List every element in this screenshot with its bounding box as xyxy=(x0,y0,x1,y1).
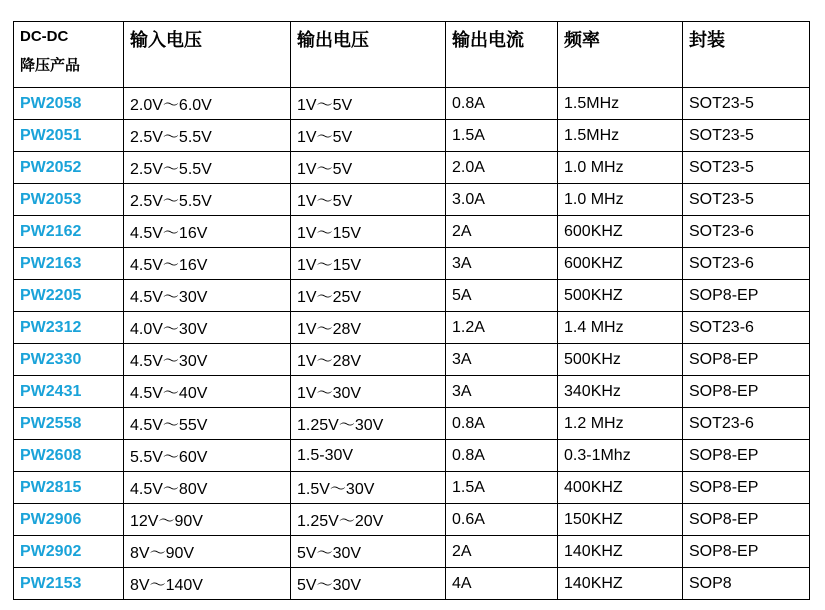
output-voltage-cell: 1V～5V xyxy=(291,88,446,120)
output-voltage-cell: 1.25V～30V xyxy=(291,408,446,440)
frequency-cell: 600KHZ xyxy=(558,216,683,248)
frequency-cell: 600KHZ xyxy=(558,248,683,280)
output-current-cell: 1.5A xyxy=(446,120,558,152)
package-cell: SOT23-6 xyxy=(683,248,810,280)
package-cell: SOP8-EP xyxy=(683,280,810,312)
model-cell: PW2162 xyxy=(14,216,124,248)
dcdc-buck-product-table xyxy=(13,21,810,600)
output-current-cell: 5A xyxy=(446,280,558,312)
table-row xyxy=(14,344,810,376)
header-frequency: 频率 xyxy=(558,22,683,88)
output-current-cell: 3A xyxy=(446,344,558,376)
output-voltage-cell: 1V～15V xyxy=(291,248,446,280)
model-cell: PW2052 xyxy=(14,152,124,184)
frequency-cell: 0.3-1Mhz xyxy=(558,440,683,472)
package-cell: SOP8-EP xyxy=(683,344,810,376)
table-row xyxy=(14,312,810,344)
table-row xyxy=(14,88,810,120)
output-voltage-cell: 1.5-30V xyxy=(291,440,446,472)
input-voltage-cell: 8V～90V xyxy=(124,536,291,568)
model-cell: PW2051 xyxy=(14,120,124,152)
input-voltage-cell: 2.5V～5.5V xyxy=(124,184,291,216)
input-voltage-cell: 2.5V～5.5V xyxy=(124,120,291,152)
frequency-cell: 340KHz xyxy=(558,376,683,408)
output-voltage-cell: 1V～30V xyxy=(291,376,446,408)
frequency-cell: 1.0 MHz xyxy=(558,152,683,184)
output-current-cell: 1.5A xyxy=(446,472,558,504)
input-voltage-cell: 4.5V～30V xyxy=(124,280,291,312)
header-product-line-1: DC-DC xyxy=(20,28,69,45)
input-voltage-cell: 4.5V～40V xyxy=(124,376,291,408)
input-voltage-cell: 2.5V～5.5V xyxy=(124,152,291,184)
output-current-cell: 1.2A xyxy=(446,312,558,344)
output-voltage-cell: 1V～5V xyxy=(291,184,446,216)
output-current-cell: 4A xyxy=(446,568,558,600)
frequency-cell: 1.0 MHz xyxy=(558,184,683,216)
header-input-voltage: 输入电压 xyxy=(124,22,291,88)
frequency-cell: 400KHZ xyxy=(558,472,683,504)
package-cell: SOP8-EP xyxy=(683,504,810,536)
header-row xyxy=(14,22,810,88)
package-cell: SOT23-5 xyxy=(683,120,810,152)
output-voltage-cell: 1V～25V xyxy=(291,280,446,312)
frequency-cell: 1.5MHz xyxy=(558,88,683,120)
output-current-cell: 0.8A xyxy=(446,408,558,440)
output-current-cell: 0.6A xyxy=(446,504,558,536)
output-voltage-cell: 1V～5V xyxy=(291,120,446,152)
frequency-cell: 150KHZ xyxy=(558,504,683,536)
input-voltage-cell: 4.0V～30V xyxy=(124,312,291,344)
input-voltage-cell: 4.5V～16V xyxy=(124,216,291,248)
output-voltage-cell: 1.25V～20V xyxy=(291,504,446,536)
package-cell: SOT23-5 xyxy=(683,184,810,216)
output-voltage-cell: 1V～15V xyxy=(291,216,446,248)
package-cell: SOT23-6 xyxy=(683,408,810,440)
input-voltage-cell: 4.5V～30V xyxy=(124,344,291,376)
frequency-cell: 1.5MHz xyxy=(558,120,683,152)
model-cell: PW2431 xyxy=(14,376,124,408)
package-cell: SOT23-6 xyxy=(683,216,810,248)
frequency-cell: 500KHz xyxy=(558,344,683,376)
model-cell: PW2902 xyxy=(14,536,124,568)
output-voltage-cell: 1.5V～30V xyxy=(291,472,446,504)
frequency-cell: 1.4 MHz xyxy=(558,312,683,344)
input-voltage-cell: 4.5V～80V xyxy=(124,472,291,504)
output-voltage-cell: 1V～28V xyxy=(291,344,446,376)
model-cell: PW2558 xyxy=(14,408,124,440)
output-current-cell: 3.0A xyxy=(446,184,558,216)
table-row xyxy=(14,216,810,248)
package-cell: SOT23-6 xyxy=(683,312,810,344)
model-cell: PW2153 xyxy=(14,568,124,600)
table-row xyxy=(14,120,810,152)
table-row xyxy=(14,376,810,408)
package-cell: SOP8 xyxy=(683,568,810,600)
frequency-cell: 140KHZ xyxy=(558,568,683,600)
frequency-cell: 500KHZ xyxy=(558,280,683,312)
package-cell: SOP8-EP xyxy=(683,376,810,408)
header-output-voltage: 输出电压 xyxy=(291,22,446,88)
frequency-cell: 140KHZ xyxy=(558,536,683,568)
table-row xyxy=(14,568,810,600)
output-current-cell: 2A xyxy=(446,536,558,568)
output-current-cell: 0.8A xyxy=(446,440,558,472)
model-cell: PW2608 xyxy=(14,440,124,472)
output-voltage-cell: 1V～5V xyxy=(291,152,446,184)
input-voltage-cell: 12V～90V xyxy=(124,504,291,536)
model-cell: PW2815 xyxy=(14,472,124,504)
output-current-cell: 0.8A xyxy=(446,88,558,120)
table-row xyxy=(14,152,810,184)
input-voltage-cell: 2.0V～6.0V xyxy=(124,88,291,120)
output-current-cell: 2.0A xyxy=(446,152,558,184)
table-row xyxy=(14,472,810,504)
model-cell: PW2053 xyxy=(14,184,124,216)
package-cell: SOT23-5 xyxy=(683,88,810,120)
model-cell: PW2205 xyxy=(14,280,124,312)
model-cell: PW2906 xyxy=(14,504,124,536)
output-current-cell: 3A xyxy=(446,376,558,408)
table-row xyxy=(14,184,810,216)
output-voltage-cell: 5V～30V xyxy=(291,568,446,600)
table-row xyxy=(14,280,810,312)
header-output-current: 输出电流 xyxy=(446,22,558,88)
model-cell: PW2163 xyxy=(14,248,124,280)
table-row xyxy=(14,536,810,568)
output-voltage-cell: 1V～28V xyxy=(291,312,446,344)
model-cell: PW2058 xyxy=(14,88,124,120)
model-cell: PW2312 xyxy=(14,312,124,344)
frequency-cell: 1.2 MHz xyxy=(558,408,683,440)
package-cell: SOP8-EP xyxy=(683,536,810,568)
table-row xyxy=(14,248,810,280)
model-cell: PW2330 xyxy=(14,344,124,376)
table-row xyxy=(14,408,810,440)
header-product-line-2: 降压产品 xyxy=(20,57,81,74)
header-product-line xyxy=(14,22,124,88)
package-cell: SOP8-EP xyxy=(683,472,810,504)
header-package: 封装 xyxy=(683,22,810,88)
table-row xyxy=(14,504,810,536)
output-current-cell: 3A xyxy=(446,248,558,280)
package-cell: SOT23-5 xyxy=(683,152,810,184)
table-row xyxy=(14,440,810,472)
input-voltage-cell: 5.5V～60V xyxy=(124,440,291,472)
package-cell: SOP8-EP xyxy=(683,440,810,472)
input-voltage-cell: 4.5V～55V xyxy=(124,408,291,440)
output-voltage-cell: 5V～30V xyxy=(291,536,446,568)
input-voltage-cell: 4.5V～16V xyxy=(124,248,291,280)
input-voltage-cell: 8V～140V xyxy=(124,568,291,600)
output-current-cell: 2A xyxy=(446,216,558,248)
